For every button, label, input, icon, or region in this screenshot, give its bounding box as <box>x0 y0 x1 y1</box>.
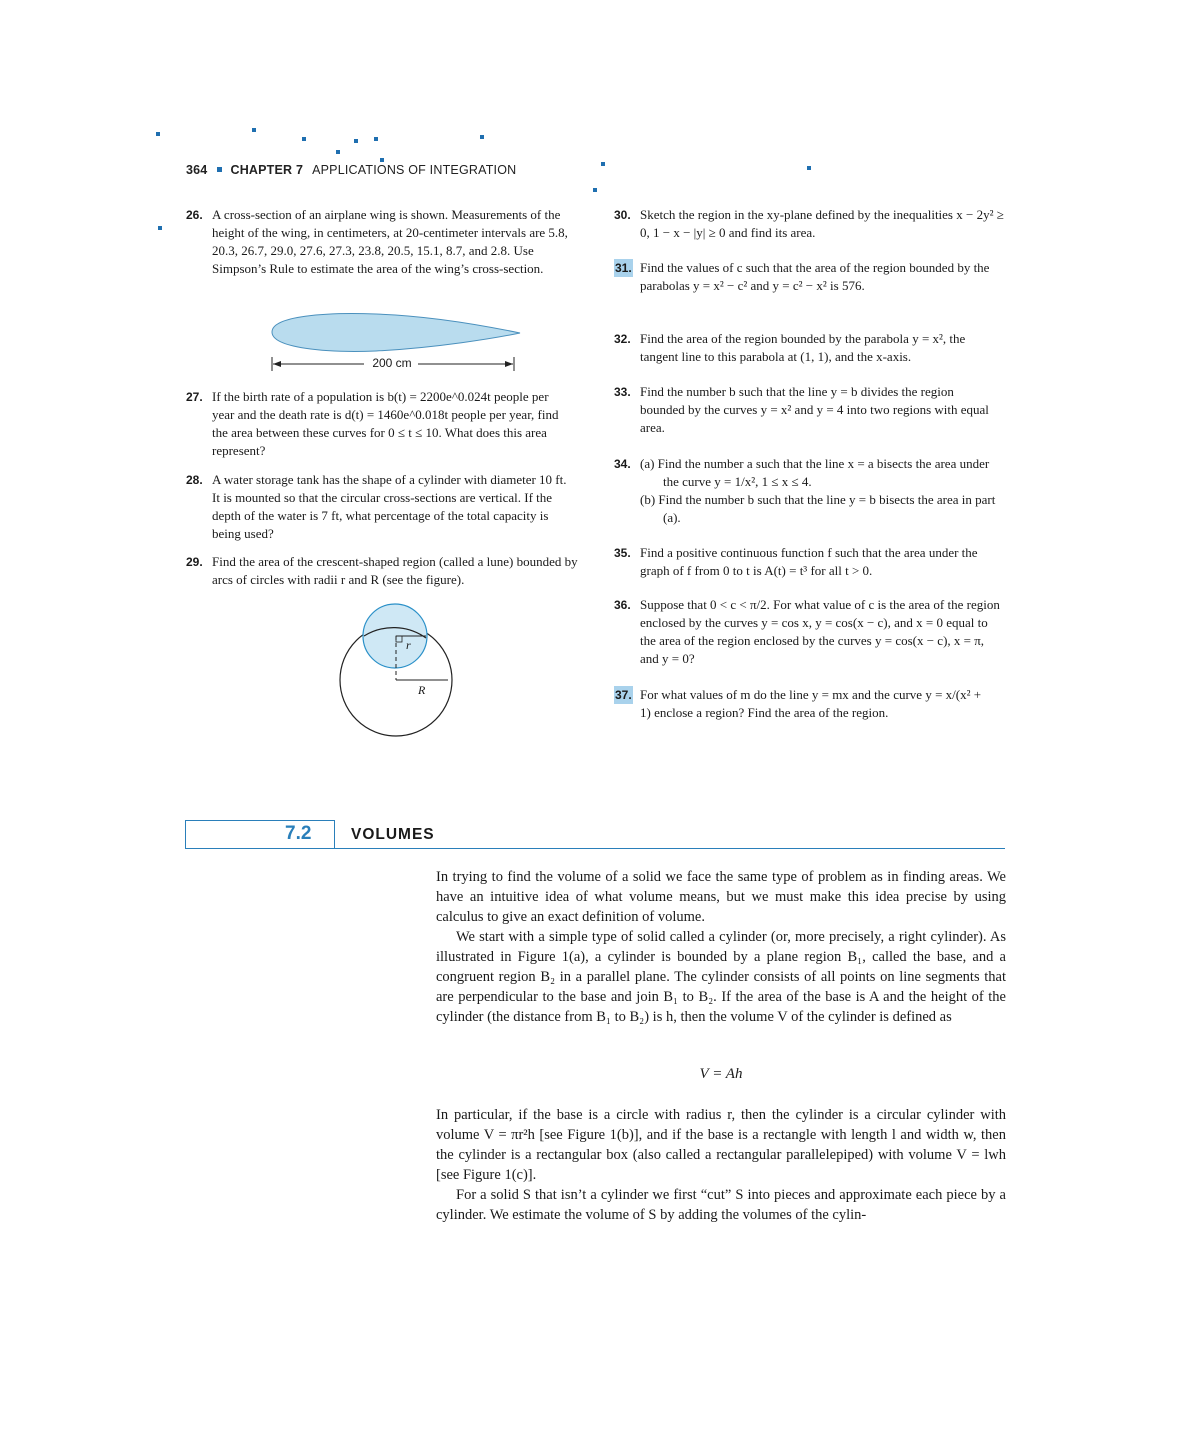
problem-number-highlighted: 31. <box>615 261 632 275</box>
scan-dot <box>601 162 605 166</box>
problem-text: A cross-section of an airplane wing is shown. Measurements of the height of the wing, in centimeters, at 20-centimeter intervals are 5.8, 20.3, 26.7, 29.0, 27.6, 27.3, 23.8, 20.5, 15.1, 8.7, and 2.8. Use Simpson’s Rule to estimate the area of the wing’s cross-section. <box>212 207 568 276</box>
paragraph: In trying to find the volume of a solid we face the same type of problem as in finding areas. We have an intuitive idea of what volume means, but we must make this idea precise by using calculus to give an exact definition of volume. <box>436 869 1006 925</box>
paragraph: For a solid S that isn’t a cylinder we first “cut” S into pieces and approximate each piece by a cylinder. We estimate the volume of S by adding the volumes of the cylin- <box>436 1187 1006 1223</box>
scan-dot <box>302 137 306 141</box>
body-paragraphs-top <box>436 867 1006 1027</box>
problem-number-highlighted: 37. <box>615 688 632 702</box>
wing-shape <box>272 314 520 352</box>
problem-number: 26. <box>186 208 203 222</box>
section-title: VOLUMES <box>351 826 435 843</box>
paragraph: We start with a simple type of solid called a cylinder (or, more precisely, a right cylinder). As illustrated in Figure 1(a), a cylinder is bounded by a plane region B₁, called the base, and a congruent region B₂ in a parallel plane. The cylinder consists of all points on line segments that are perpendicular to the base and join B₁ to B₂. If the area of the base is A and the height of the cylinder (the distance from B₁ to B₂) is h, then the volume V of the cylinder is defined as <box>436 929 1006 1025</box>
problem-text: Sketch the region in the xy-plane defined by the inequalities x − 2y² ≥ 0, 1 − x − |y| ≥ 0 and find its area. <box>640 207 1004 240</box>
volume-formula: V = Ah <box>699 1066 743 1082</box>
scan-dot <box>252 128 256 132</box>
scan-dot <box>380 158 384 162</box>
section-rule <box>335 848 1005 849</box>
scan-dot <box>480 135 484 139</box>
problem-text: For what values of m do the line y = mx and the curve y = x/(x² + 1) enclose a region? Find the area of the region. <box>640 687 982 720</box>
problem-part-a: (a) Find the number a such that the line x = a bisects the area under the curve y = 1/x², 1 ≤ x ≤ 4. <box>640 456 990 489</box>
problem-text: Find the values of c such that the area of the region bounded by the parabolas y = x² − c² and y = c² − x² is 576. <box>640 260 990 293</box>
section-number-box <box>185 820 335 849</box>
problem-text: Find the area of the crescent-shaped region (called a lune) bounded by arcs of circles with radii r and R (see the figure). <box>212 554 578 587</box>
scan-dot <box>336 150 340 154</box>
problem-text: Suppose that 0 < c < π/2. For what value of c is the area of the region enclosed by the curves y = cos x, y = cos(x − c), and x = 0 equal to the area of the region enclosed by the curves y = cos(x − c), x = π, and y = 0? <box>640 597 1000 666</box>
problem-number: 30. <box>614 208 631 222</box>
scan-dot <box>354 139 358 143</box>
problem-text: If the birth rate of a population is b(t) = 2200e^0.024t people per year and the death rate is d(t) = 1460e^0.018t people per year, find the area between these curves for 0 ≤ t ≤ 10. What does this area represent? <box>212 389 559 458</box>
scan-dot <box>374 137 378 141</box>
wing-dimension-label: 200 cm <box>372 356 412 370</box>
large-radius-label: R <box>418 683 426 697</box>
small-radius-label: r <box>406 638 411 652</box>
problem-text <box>640 455 1004 527</box>
paragraph: In particular, if the base is a circle with radius r, then the cylinder is a circular cylinder with volume V = πr²h [see Figure 1(b)], and if the base is a rectangle with length l and width w, then the cylinder is a rectangular box (also called a rectangular parallelepiped) with volume V = lwh [see Figure 1(c)]. <box>436 1107 1006 1183</box>
problem-text: A water storage tank has the shape of a cylinder with diameter 10 ft. It is mounted so that the circular cross-sections are vertical. If the depth of the water is 7 ft, what percentage of the total capacity is being used? <box>212 472 567 541</box>
section-number: 7.2 <box>285 823 312 844</box>
header-bullet-icon <box>217 167 222 172</box>
problem-number: 36. <box>614 598 631 612</box>
chapter-title: APPLICATIONS OF INTEGRATION <box>312 163 517 177</box>
problem-number: 29. <box>186 555 203 569</box>
scan-dot <box>807 166 811 170</box>
problem-number: 34. <box>614 457 631 471</box>
body-paragraphs-bottom <box>436 1105 1006 1225</box>
running-header <box>186 163 516 177</box>
problem-text: Find the area of the region bounded by the parabola y = x², the tangent line to this parabola at (1, 1), and the x-axis. <box>640 331 966 364</box>
problem-text: Find a positive continuous function f such that the area under the graph of f from 0 to t is A(t) = t³ for all t > 0. <box>640 545 978 578</box>
problem-number: 27. <box>186 390 203 404</box>
scan-dot <box>158 226 162 230</box>
problem-text: Find the number b such that the line y = b divides the region bounded by the curves y = x² and y = 4 into two regions with equal area. <box>640 384 989 435</box>
problem-part-b: (b) Find the number b such that the line y = b bisects the area in part (a). <box>640 492 996 525</box>
problem-number: 28. <box>186 473 203 487</box>
problem-number: 33. <box>614 385 631 399</box>
scan-dot <box>593 188 597 192</box>
lune-figure <box>336 600 456 740</box>
chapter-label: CHAPTER 7 <box>230 163 304 177</box>
page-number: 364 <box>186 163 208 177</box>
problem-number: 35. <box>614 546 631 560</box>
scan-dot <box>156 132 160 136</box>
problem-number: 32. <box>614 332 631 346</box>
